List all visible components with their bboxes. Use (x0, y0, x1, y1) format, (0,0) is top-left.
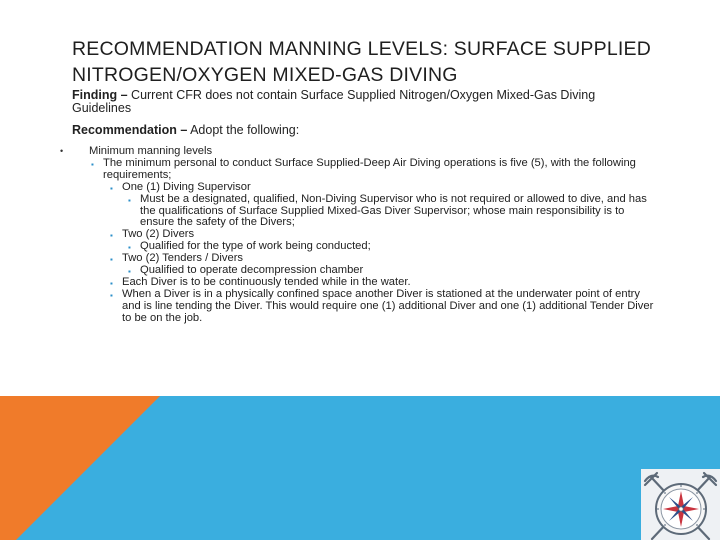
square-bullet-icon: ▪ (110, 290, 113, 300)
list-item (60, 158, 660, 182)
square-bullet-icon: ▪ (128, 195, 131, 205)
list-item-text: Qualified for the type of work being conducted; (140, 240, 371, 253)
list-item-text: Two (2) Tenders / Divers (122, 252, 244, 265)
coast-guard-seal-icon (641, 469, 720, 540)
bullet-list (60, 146, 660, 325)
list-item-text: Each Diver is to be continuously tended while in the water. (122, 275, 411, 288)
list-item-text: Minimum manning levels (89, 145, 213, 157)
square-bullet-icon: ▪ (128, 267, 131, 277)
finding-label: Finding – (72, 88, 128, 102)
slide-title-line-2: NITROGEN/OXYGEN MIXED-GAS DIVING (72, 64, 458, 86)
finding-text: Current CFR does not contain Surface Supplied Nitrogen/Oxygen Mixed-Gas Diving Guidelines (72, 88, 596, 115)
list-item-text: One (1) Diving Supervisor (122, 180, 251, 193)
list-item (60, 289, 660, 325)
list-item-text: Must be a designated, qualified, Non-Diving Supervisor who is not required or allowed to dive, and has the qualifications of Surface Supplied Mixed-Gas Diver Supervisor; whose main responsibility is to ensure the safety of the Divers; (140, 192, 647, 229)
square-bullet-icon: ▪ (128, 243, 131, 253)
list-item-text: Qualified to operate decompression chamber (140, 264, 364, 277)
square-bullet-icon: ▪ (110, 231, 113, 241)
finding-paragraph (72, 89, 647, 115)
bullet-dot-icon: • (60, 146, 64, 156)
list-item-text: Two (2) Divers (122, 228, 195, 241)
square-bullet-icon: ▪ (110, 278, 113, 288)
square-bullet-icon: ▪ (91, 159, 94, 169)
square-bullet-icon: ▪ (110, 255, 113, 265)
slide-title (72, 36, 672, 88)
recommendation-paragraph (72, 124, 647, 137)
recommendation-text: Adopt the following: (187, 123, 300, 137)
list-item (60, 194, 660, 230)
slide-title-line-1: RECOMMENDATION MANNING LEVELS: SURFACE SUPPLIED (72, 38, 651, 60)
list-item-text: When a Diver is in a physically confined space another Diver is stationed at the underwater point of entry and is line tending the Diver. This would require one (1) additional Diver and one (1) additional Tender Diver to be on the job. (122, 287, 654, 324)
footer-band (0, 396, 720, 540)
square-bullet-icon: ▪ (110, 183, 113, 193)
recommendation-label: Recommendation – (72, 123, 188, 137)
list-item-text: The minimum personal to conduct Surface Supplied-Deep Air Diving operations is five (5), with the following requirements; (103, 156, 636, 181)
